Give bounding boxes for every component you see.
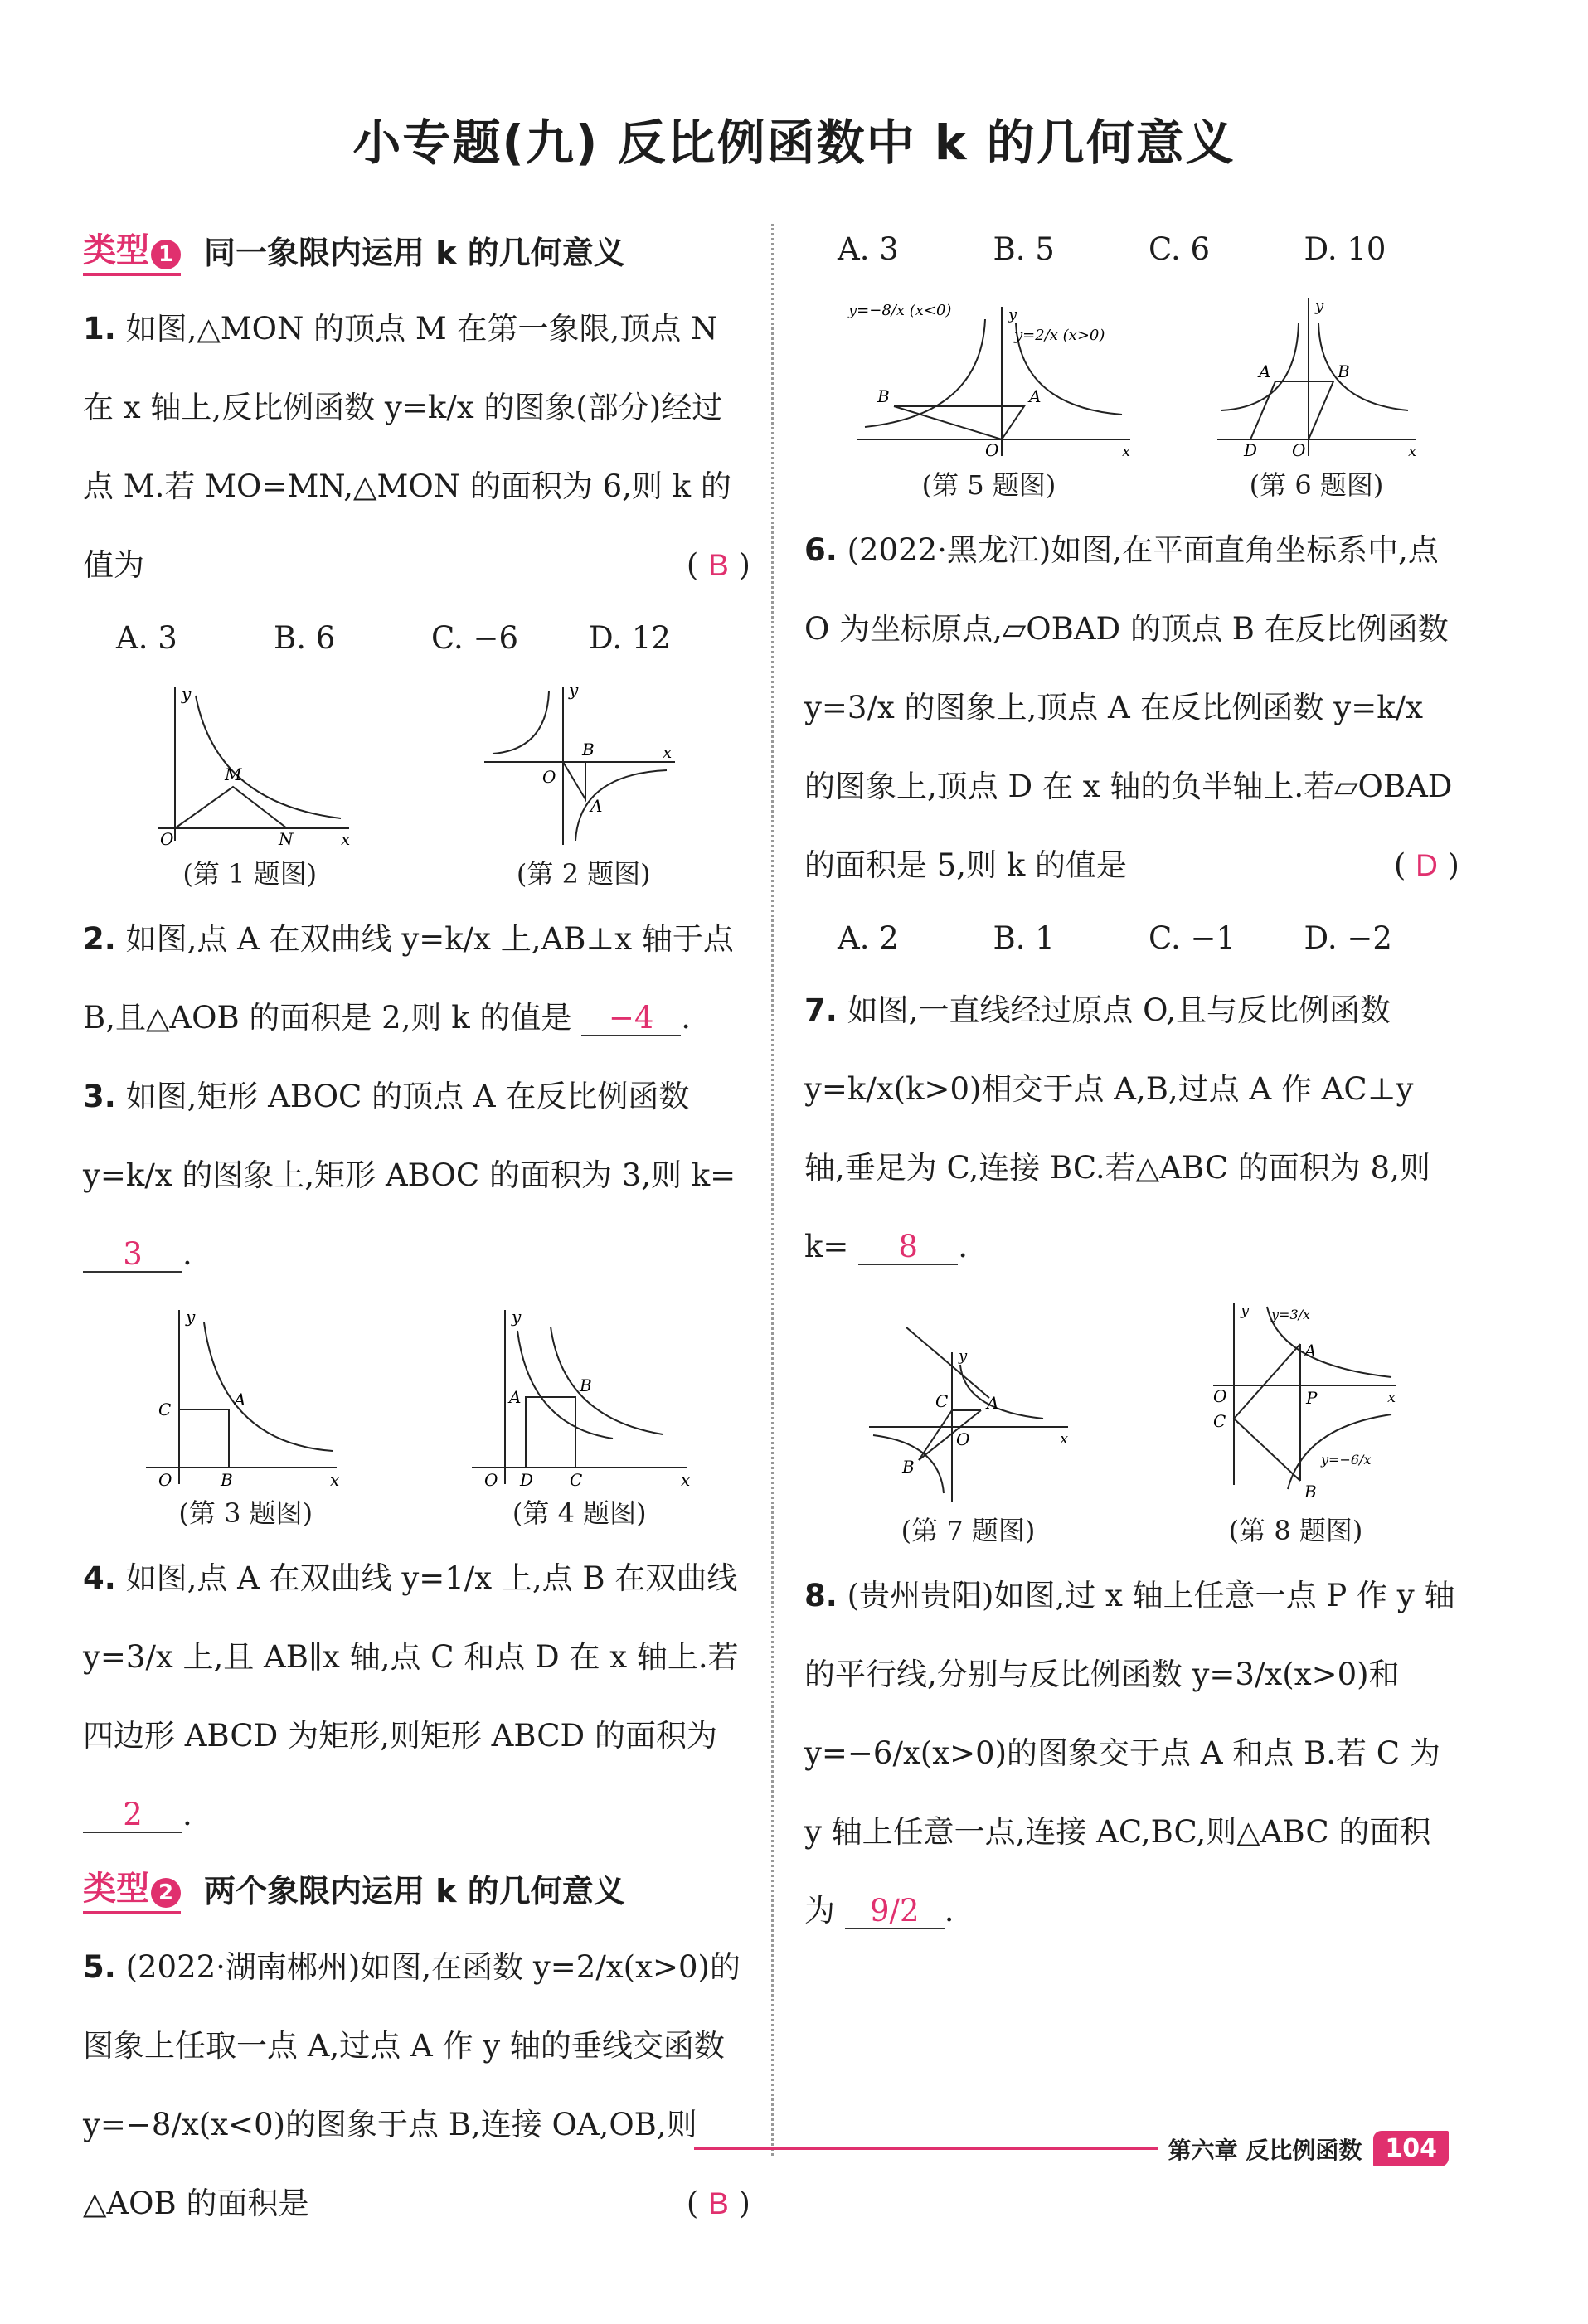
figure-5 (840, 290, 1139, 502)
column-divider (771, 224, 774, 2156)
answer-7: 8 (858, 1230, 958, 1265)
figure-5-graph (840, 290, 1139, 464)
left-column (83, 216, 750, 2243)
svg-text:M: M (225, 764, 242, 784)
type1-badge: 类型 1 (83, 224, 181, 276)
svg-text:A: A (234, 1390, 246, 1409)
figure-5-caption: (第 5 题图) (921, 469, 1056, 501)
type1-label: 同一象限内运用 k 的几何意义 (204, 235, 625, 271)
answer-6: D (1416, 848, 1438, 882)
svg-text:C: C (569, 1470, 583, 1490)
figure-3 (138, 1302, 353, 1531)
type1-heading (83, 224, 750, 276)
answer-1: B (708, 548, 729, 582)
right-column (804, 216, 1459, 1950)
figure-8 (1188, 1294, 1404, 1548)
svg-text:O: O (541, 767, 556, 787)
answer-2: −4 (581, 1002, 681, 1036)
svg-text:y=3/x: y=3/x (1270, 1307, 1310, 1322)
figure-2-caption: (第 2 题图) (516, 858, 651, 890)
svg-text:A: A (508, 1387, 522, 1407)
svg-text:O: O (158, 1470, 172, 1490)
figure-4 (464, 1302, 696, 1531)
svg-text:A: A (1258, 361, 1270, 381)
figures-1-2 (83, 679, 750, 891)
figure-6-graph (1209, 290, 1425, 464)
question-6: 6. (2022·黑龙江)如图,在平面直角坐标系中,点 O 为坐标原点,▱OBAD 的顶点 B 在反比例函数 y=3/x 的图象上,顶点 A 在反比例函数 y=k/x 的图象上,顶点 D 在 x 轴的负半轴上.若▱OBAD 的面积是 5,则 k 的值是 ( D ) (804, 532, 1459, 883)
question-8: 8. (贵州贵阳)如图,过 x 轴上任意一点 P 作 y 轴的平行线,分别与反比例函数 y=3/x(x>0)和 y=−6/x(x>0)的图象交于点 A 和点 B.若 C 为 y 轴上任意一点,连接 AC,BC,则△ABC 的面积为 9/2 . (804, 1578, 1455, 1929)
figure-7-graph (861, 1327, 1076, 1510)
page-title: 小专题(九) 反比例函数中 k 的几何意义 (352, 114, 1236, 171)
question-4: 4. 如图,点 A 在双曲线 y=1/x 上,点 B 在双曲线 y=3/x 上,且 AB∥x 轴,点 C 和点 D 在 x 轴上.若四边形 ABCD 为矩形,则矩形 ABCD 的面积为 2 . (83, 1560, 739, 1832)
svg-text:A: A (986, 1393, 998, 1413)
type2-badge: 类型 2 (83, 1862, 181, 1914)
figure-6-caption: (第 6 题图) (1249, 469, 1384, 501)
svg-text:y: y (182, 684, 192, 704)
svg-text:B: B (877, 386, 890, 406)
svg-text:A: A (1028, 386, 1041, 406)
svg-text:y=−8/x (x<0): y=−8/x (x<0) (847, 302, 951, 319)
svg-text:B: B (581, 740, 595, 759)
svg-text:x: x (1121, 443, 1130, 460)
type2-heading (83, 1862, 750, 1914)
svg-text:y: y (511, 1307, 522, 1327)
figure-7-caption: (第 7 题图) (901, 1515, 1036, 1546)
svg-text:y: y (1314, 298, 1323, 315)
svg-text:x: x (662, 742, 673, 762)
svg-text:B: B (1337, 361, 1350, 381)
svg-text:P: P (1305, 1388, 1317, 1408)
answer-3: 3 (83, 1238, 182, 1273)
figure-6 (1209, 290, 1425, 502)
page-number: 104 (1373, 2131, 1449, 2166)
figure-7 (861, 1327, 1076, 1548)
svg-text:O: O (1291, 440, 1305, 460)
svg-text:O: O (984, 440, 998, 460)
answer-8: 9/2 (845, 1895, 945, 1929)
figure-4-graph (464, 1302, 696, 1492)
svg-text:A: A (590, 796, 603, 816)
svg-text:N: N (279, 829, 294, 849)
svg-text:B: B (1304, 1482, 1317, 1502)
svg-text:y: y (568, 680, 579, 700)
figure-1-caption: (第 1 题图) (182, 858, 318, 890)
svg-text:D: D (519, 1470, 533, 1490)
figures-7-8 (804, 1294, 1459, 1548)
figure-1 (142, 679, 357, 891)
choices-5: A. 3 B. 5 C. 6 D. 10 (838, 230, 1386, 267)
figure-8-caption: (第 8 题图) (1228, 1515, 1363, 1546)
choices-1: A. 3 B. 6 C. −6 D. 12 (116, 619, 671, 656)
svg-text:O: O (955, 1429, 969, 1449)
svg-text:C: C (1212, 1411, 1226, 1431)
svg-text:x: x (1407, 443, 1416, 460)
question-2: 2. 如图,点 A 在双曲线 y=k/x 上,AB⊥x 轴于点 B,且△AOB 的面积是 2,则 k 的值是 −4 . (83, 921, 734, 1036)
svg-text:y: y (1240, 1302, 1249, 1319)
page-footer (694, 2131, 1449, 2166)
svg-text:y=−6/x: y=−6/x (1320, 1452, 1371, 1468)
question-1: 1. 如图,△MON 的顶点 M 在第一象限,顶点 N 在 x 轴上,反比例函数 y=k/x 的图象(部分)经过点 M.若 MO=MN,△MON 的面积为 6,则 k 的值为 ( B ) (83, 311, 750, 583)
footer-line (694, 2147, 1158, 2150)
svg-text:C: C (935, 1391, 948, 1411)
svg-text:A: A (1304, 1341, 1316, 1361)
answer-5: B (708, 2186, 729, 2220)
figures-3-4 (83, 1302, 750, 1531)
svg-text:B: B (901, 1457, 915, 1477)
svg-text:B: B (579, 1375, 592, 1395)
answer-4: 2 (83, 1798, 182, 1833)
figures-5-6 (804, 290, 1459, 502)
figure-1-graph (142, 679, 357, 853)
svg-text:B: B (221, 1470, 233, 1490)
svg-text:x: x (330, 1470, 340, 1490)
svg-text:y: y (186, 1307, 196, 1327)
svg-text:x: x (1386, 1389, 1396, 1406)
question-5: 5. (2022·湖南郴州)如图,在函数 y=2/x(x>0)的图象上任取一点 A,过点 A 作 y 轴的垂线交函数 y=−8/x(x<0)的图象于点 B,连接 OA,OB,则△AOB 的面积是 ( B ) (83, 1949, 750, 2221)
figure-2-graph (476, 679, 692, 853)
svg-text:O: O (483, 1470, 498, 1490)
svg-text:y: y (1008, 306, 1017, 323)
question-3: 3. 如图,矩形 ABOC 的顶点 A 在反比例函数 y=k/x 的图象上,矩形 ABOC 的面积为 3,则 k= 3 . (83, 1079, 736, 1272)
question-7: 7. 如图,一直线经过原点 O,且与反比例函数 y=k/x(k>0)相交于点 A,B,过点 A 作 AC⊥y 轴,垂足为 C,连接 BC.若△ABC 的面积为 8,则 k= 8 . (804, 992, 1430, 1264)
svg-text:x: x (341, 829, 351, 849)
svg-text:O: O (160, 829, 174, 849)
svg-text:x: x (1059, 1430, 1068, 1448)
svg-text:x: x (680, 1470, 691, 1490)
figure-8-graph (1188, 1294, 1404, 1510)
svg-text:C: C (158, 1400, 172, 1419)
choices-6: A. 2 B. 1 C. −1 D. −2 (838, 919, 1392, 956)
svg-text:O: O (1212, 1386, 1226, 1406)
footer-chapter: 第六章 反比例函数 (1168, 2136, 1362, 2164)
figure-4-caption: (第 4 题图) (512, 1497, 647, 1529)
figure-3-graph (138, 1302, 353, 1492)
svg-text:D: D (1243, 440, 1257, 460)
svg-text:y: y (958, 1347, 967, 1365)
type2-label: 两个象限内运用 k 的几何意义 (204, 1873, 625, 1909)
figure-2 (476, 679, 692, 891)
svg-text:y=2/x (x>0): y=2/x (x>0) (1013, 327, 1105, 344)
figure-3-caption: (第 3 题图) (178, 1497, 313, 1529)
